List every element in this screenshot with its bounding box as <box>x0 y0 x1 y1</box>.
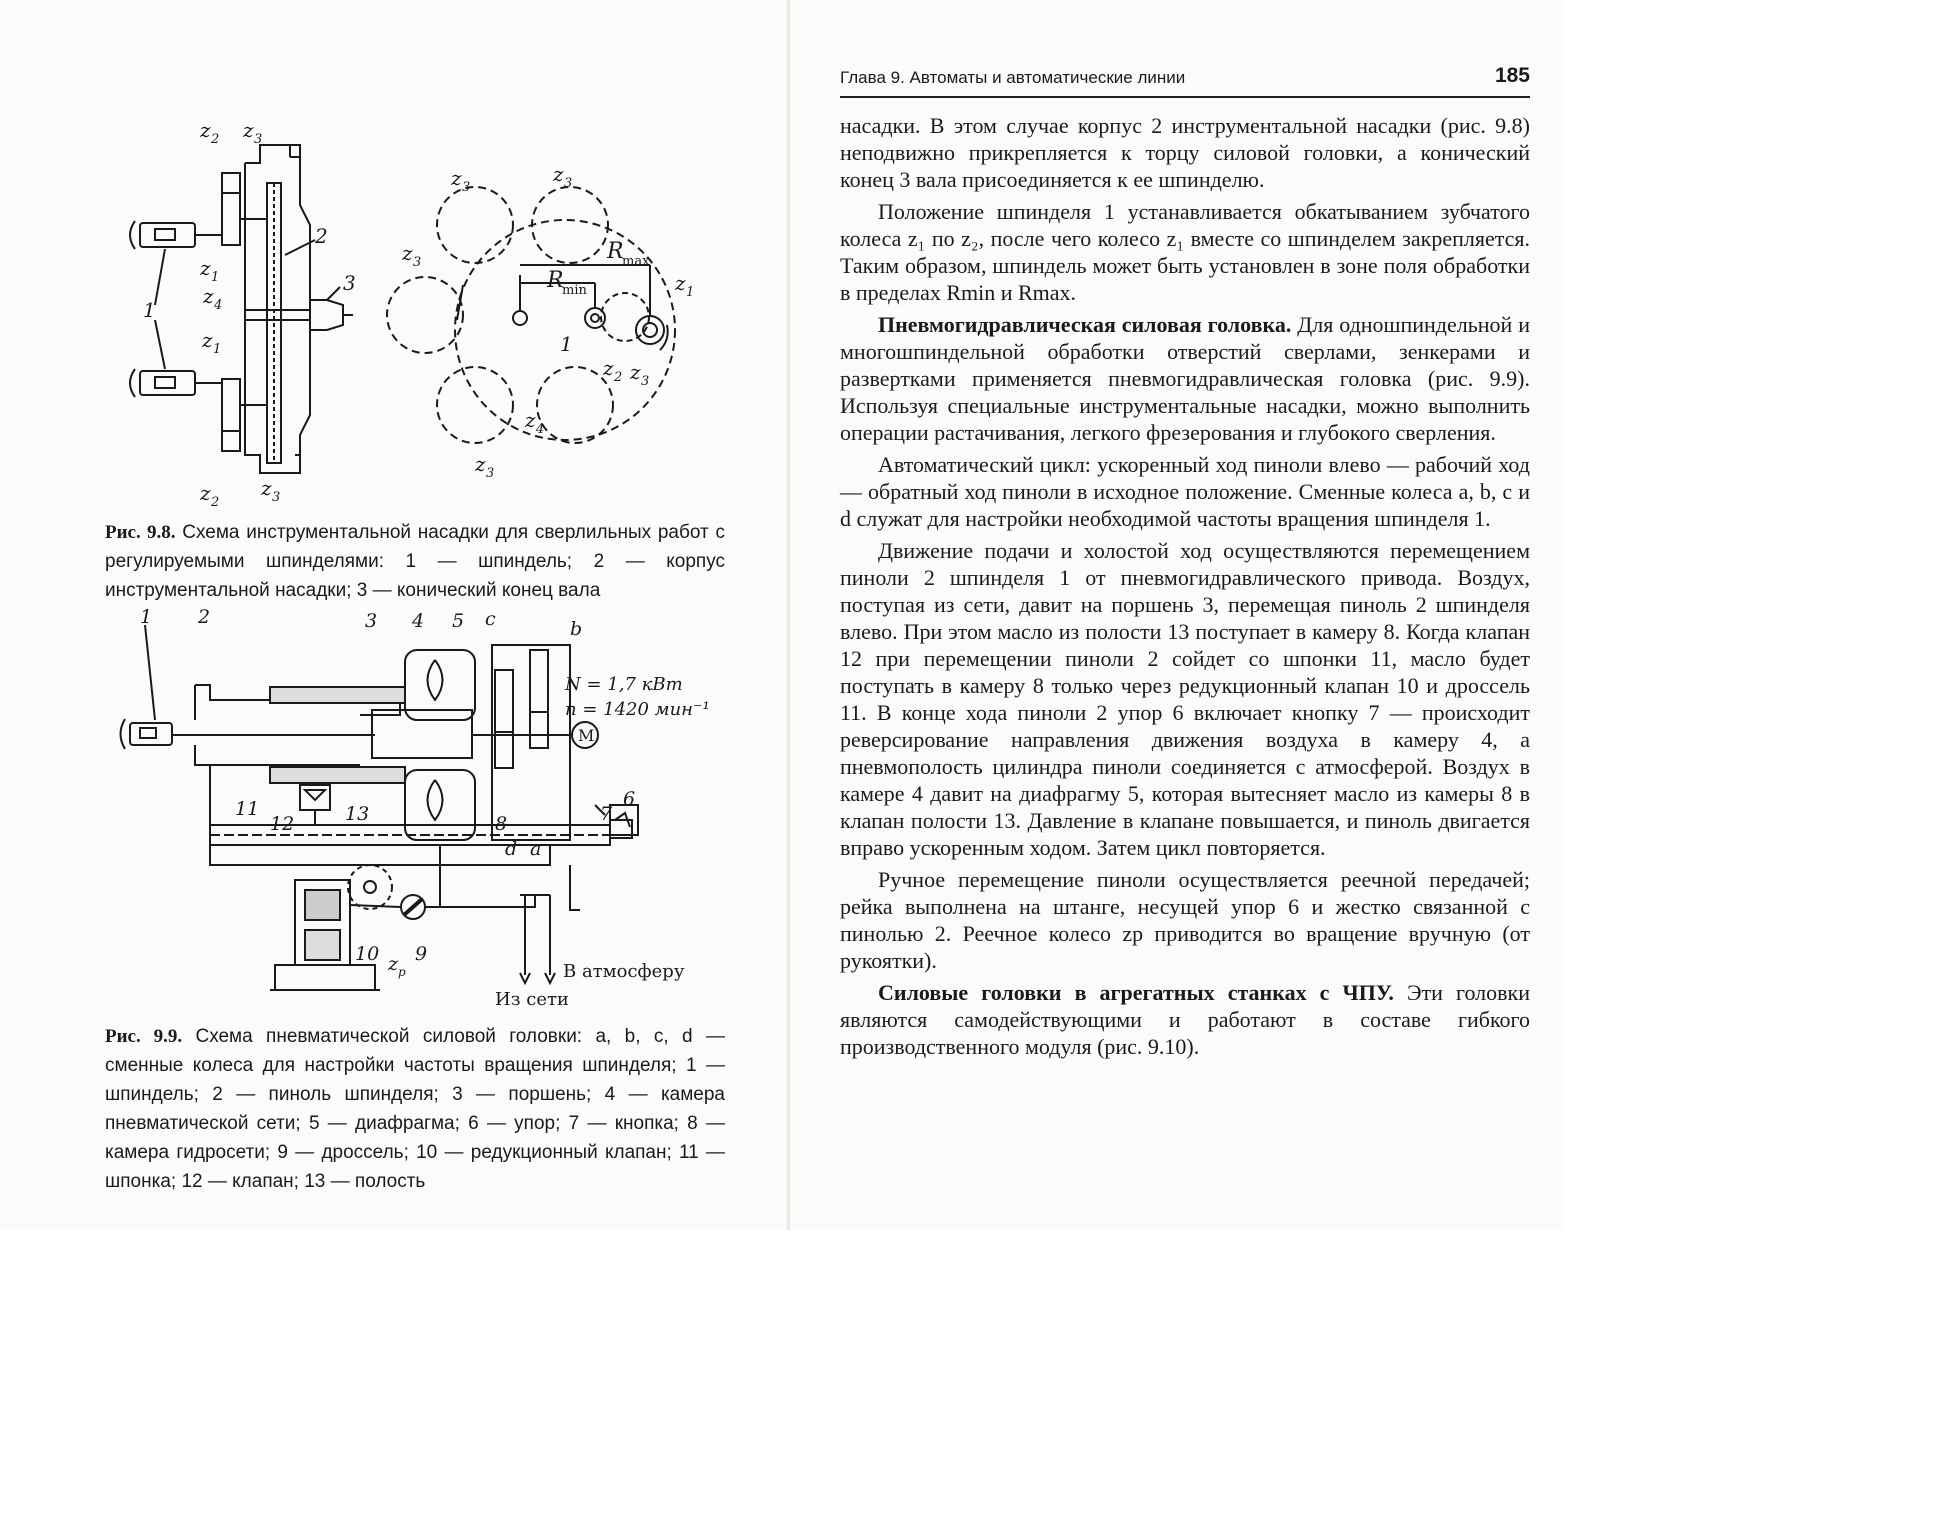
label-9-9-10: 10 <box>355 943 380 965</box>
figure-9-9-diagram <box>110 605 730 1015</box>
label-9-9-6: 6 <box>623 788 636 810</box>
label-z3-b: z <box>553 162 564 186</box>
sub-rmin: min <box>562 283 587 298</box>
label-rmax: R <box>607 239 624 264</box>
label-power: N = 1,7 кВт <box>565 674 683 695</box>
label-9-9-7: 7 <box>600 803 613 825</box>
label-zp: z <box>388 953 399 975</box>
label-z3-bottom: z <box>261 476 272 500</box>
label-z3-a: z <box>451 166 462 190</box>
label-from-network: Из сети <box>495 989 569 1010</box>
caption-9-8-lead: Рис. 9.8. <box>105 522 176 543</box>
label-9-9-2: 2 <box>198 606 211 628</box>
label-z3-right: z <box>630 360 641 384</box>
label-9-9-12: 12 <box>270 813 295 835</box>
sub-z1-lower: 1 <box>213 342 222 357</box>
label-9-9-13: 13 <box>345 803 370 825</box>
label-z4: z <box>203 284 214 308</box>
sub-z3-top: 3 <box>254 132 263 147</box>
figure-9-9 <box>110 605 730 1015</box>
label-9-9-8: 8 <box>495 813 508 835</box>
label-9-9-4: 4 <box>412 610 425 632</box>
label-z2-right: z <box>603 356 614 380</box>
running-header <box>840 66 1530 98</box>
label-z3-d: z <box>475 452 486 476</box>
label-9-9-a: a <box>530 838 542 860</box>
label-speed: n = 1420 мин⁻¹ <box>565 699 710 720</box>
label-rmin: R <box>547 268 564 293</box>
caption-9-8-text: Схема инструментальной насадки для сверлильных работ с регулируемыми шпинделями: 1 — шпиндель; 2 — корпус инструментальной насадки; 3 — конический конец вала <box>105 522 725 601</box>
body-text <box>840 112 1530 1065</box>
label-z1-lower: z <box>202 328 213 352</box>
paragraph-7 <box>840 979 1530 1060</box>
label-9-9-d: d <box>505 838 518 860</box>
sub-z3-c: 3 <box>413 255 422 270</box>
sub-rmax: max <box>622 254 650 269</box>
label-9-9-1: 1 <box>140 606 153 628</box>
label-3: 3 <box>343 271 356 295</box>
caption-9-9-text: Схема пневматической силовой головки: a, b, c, d — сменные колеса для настройки частоты вращения шпинделя; 1 — шпиндель; 2 — пиноль шпинделя; 3 — поршень; 4 — камера пневматической сети; 5 — диафрагма; 6 — упор; 7 — кнопка; 8 — камера гидросети; 9 — дроссель; 10 — редукционный клапан; 11 — шпонка; 12 — клапан; 13 — полость <box>105 1026 725 1192</box>
paragraph-3-heading: Пневмогидравлическая силовая головка. <box>878 312 1292 337</box>
label-z3-top: z <box>243 118 254 142</box>
label-9-9-5: 5 <box>452 610 465 632</box>
sub-z2-top: 2 <box>211 132 220 147</box>
label-motor: M <box>578 726 595 745</box>
paragraph-7-heading: Силовые головки в агрегатных станках с ЧПУ. <box>878 980 1394 1005</box>
chapter-title: Глава 9. Автоматы и автоматические линии <box>840 68 1186 87</box>
label-9-9-3: 3 <box>365 610 378 632</box>
figure-9-8-diagram <box>95 115 725 510</box>
label-z1-upper: z <box>200 256 211 280</box>
right-page <box>790 0 1563 1230</box>
paragraph-6: Ручное перемещение пиноли осуществляется реечной передачей; рейка выполнена на штанге, несущей упор 6 и жестко связанной с пинолью 2. Реечное колесо zp приводится во вращение вручную (от рукоятки). <box>840 867 1530 973</box>
caption-9-9-lead: Рис. 9.9. <box>105 1026 183 1047</box>
sub-z3-bottom: 3 <box>272 490 281 505</box>
paragraph-1: насадки. В этом случае корпус 2 инструментальной насадки (рис. 9.8) неподвижно прикрепляется к торцу силовой головки, а конический конец 3 вала присоединяется к ее шпинделю. <box>840 113 1530 192</box>
sub-z1-right: 1 <box>686 285 695 300</box>
label-9-9-11: 11 <box>235 798 260 820</box>
sub-z2-right: 2 <box>614 370 623 385</box>
sub-z3-a: 3 <box>462 180 471 195</box>
label-z2-bottom: z <box>200 481 211 505</box>
sub-z3-d: 3 <box>486 466 495 481</box>
paragraph-3-text: Для одношпиндельной и многошпиндельной обработки отверстий сверлами, зенкерами и развертками применяется пневмогидравлическая головка (рис. 9.9). Используя специальные инструментальные насадки, можно выполнить операции растачивания, легкого фрезерования и глубокого сверления. <box>840 312 1530 445</box>
caption-figure-9-8 <box>105 518 725 605</box>
sub-zp: p <box>398 965 406 979</box>
sub-z3-b: 3 <box>564 176 573 191</box>
paragraph-7-text: Эти головки являются самодействующими и работают в составе гибкого производственного модуля (рис. 9.10). <box>840 980 1530 1059</box>
label-1-right: 1 <box>560 332 573 356</box>
label-z3-c: z <box>402 241 413 265</box>
label-z2-top: z <box>200 118 211 142</box>
label-9-9-9: 9 <box>415 943 428 965</box>
label-9-9-c: c <box>485 608 496 630</box>
label-z1-right: z <box>675 271 686 295</box>
paragraph-5: Движение подачи и холостой ход осуществляются перемещением пиноли 2 шпинделя 1 от пневмогидравлического привода. Воздух, поступая из сети, давит на поршень 3, перемещая пиноль 2 шпинделя влево. При этом масло из полости 13 поступает в камеру 8. Когда клапан 12 при перемещении пиноли 2 сойдет со шпонки 11, масло будет поступать в камеру 8 только через редукционный клапан 10 и дроссель 11. В конце хода пиноли 2 упор 6 включает кнопку 7 — происходит реверсирование направления движения воздуха в камеру 4, а пневмополость цилиндра пиноли соединяется с атмосферой. Воздух в камере 4 давит на диафрагму 5, которая вытесняет масло из камеры 8 в клапан полости 13. Давление в клапане повышается, и пиноль двигается вправо ускоренным ходом. Затем цикл повторяется. <box>840 538 1530 860</box>
page-number: 185 <box>1494 64 1530 87</box>
sub-z3-right: 3 <box>641 374 650 389</box>
sub-z4: 4 <box>214 298 223 313</box>
label-2: 2 <box>315 224 328 248</box>
paragraph-3 <box>840 311 1530 446</box>
left-page <box>0 0 790 1230</box>
paragraph-2: Положение шпинделя 1 устанавливается обкатыванием зубчатого колеса z₁ по z₂, после чего колесо z₁ вместе со шпинделем закрепляется. Таким образом, шпиндель может быть установлен в зоне поля обработки в пределах Rmin и Rmax. <box>840 199 1530 305</box>
label-to-atmosphere: В атмосферу <box>563 961 685 982</box>
caption-figure-9-9 <box>105 1022 725 1196</box>
sub-z1-upper: 1 <box>211 270 220 285</box>
sub-z4-right: 4 <box>536 422 545 437</box>
figure-9-8 <box>95 115 725 510</box>
sub-z2-bottom: 2 <box>211 495 220 510</box>
paragraph-4: Автоматический цикл: ускоренный ход пиноли влево — рабочий ход — обратный ход пиноли в исходное положение. Сменные колеса a, b, c и d служат для настройки необходимой частоты вращения шпинделя 1. <box>840 452 1530 531</box>
label-1-left: 1 <box>143 298 156 322</box>
label-z4-right: z <box>525 408 536 432</box>
label-9-9-b: b <box>570 618 583 640</box>
